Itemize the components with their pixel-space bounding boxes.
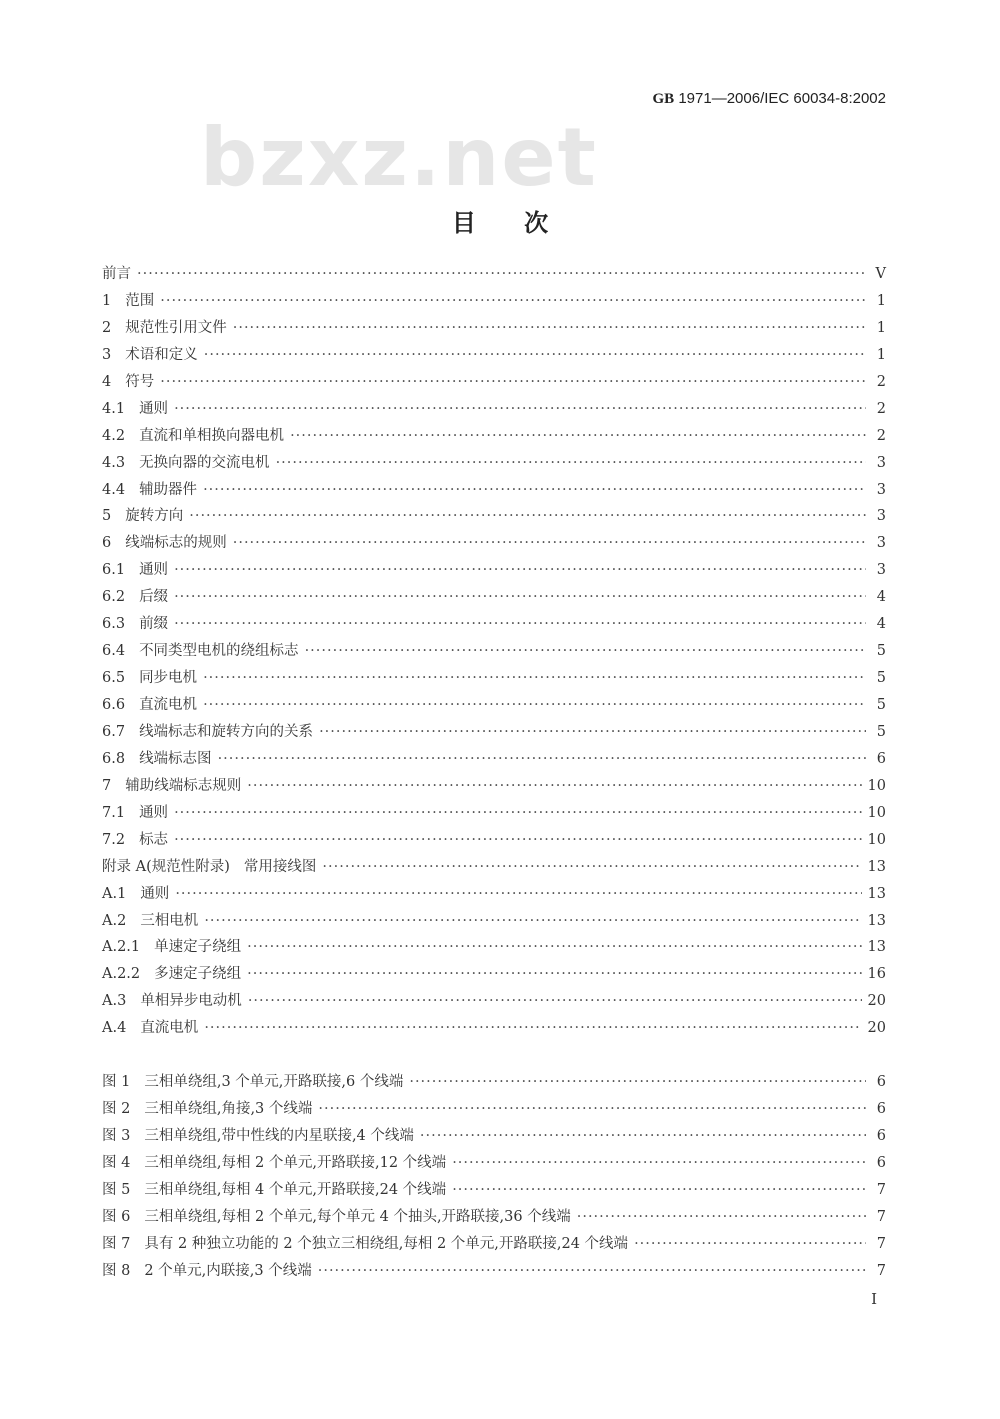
standard-prefix: GB — [652, 91, 675, 107]
entry-number: 1 — [102, 292, 112, 309]
entry-number: 图 7 — [102, 1235, 131, 1252]
entry-page: 16 — [867, 966, 886, 983]
entry-number: A.3 — [102, 993, 127, 1010]
figure-list — [102, 1070, 886, 1286]
toc-entry[interactable] — [102, 343, 886, 370]
entry-title: 多速定子绕组 — [154, 966, 242, 983]
entry-number: 4.4 — [102, 481, 126, 498]
figure-entry[interactable] — [102, 1178, 886, 1205]
standard-code: 1971—2006/IEC 60034-8:2002 — [678, 90, 886, 107]
page-title: 目 次 — [451, 209, 549, 237]
figure-entry[interactable] — [102, 1124, 886, 1151]
entry-number: 6.1 — [102, 562, 126, 579]
toc-entry[interactable] — [102, 585, 886, 612]
entry-title: 线端标志的规则 — [125, 535, 227, 552]
entry-number: 7.1 — [102, 804, 126, 821]
entry-title: 术语和定义 — [125, 346, 198, 363]
figure-entry[interactable] — [102, 1151, 886, 1178]
entry-number: 附录 A(规范性附录) — [102, 858, 230, 875]
entry-page: 1 — [876, 346, 886, 363]
entry-title: 通则 — [140, 885, 170, 902]
dot-leader — [218, 751, 866, 767]
entry-number: 6.8 — [102, 750, 126, 767]
entry-page: 10 — [867, 831, 886, 848]
entry-title: 辅助线端标志规则 — [125, 777, 242, 794]
entry-title: 具有 2 种独立功能的 2 个独立三相绕组,每相 2 个单元,开路联接,24 个线端 — [144, 1235, 629, 1252]
entry-page: 6 — [876, 750, 886, 767]
entry-title: 规范性引用文件 — [125, 319, 227, 336]
entry-title: 标志 — [139, 831, 169, 848]
entry-page: 3 — [876, 535, 886, 552]
dot-leader — [204, 347, 866, 363]
entry-title: 2 个单元,内联接,3 个线端 — [144, 1262, 312, 1279]
toc-entry[interactable] — [102, 989, 886, 1016]
dot-leader — [160, 293, 866, 309]
toc-entry[interactable] — [102, 962, 886, 989]
toc-entry[interactable] — [102, 262, 886, 289]
dot-leader — [305, 643, 866, 659]
dot-leader — [420, 1128, 866, 1144]
entry-number: 5 — [102, 508, 112, 525]
dot-leader — [248, 993, 862, 1009]
dot-leader — [174, 832, 861, 848]
entry-number: 6.7 — [102, 723, 126, 740]
toc-entry[interactable] — [102, 801, 886, 828]
toc-entry[interactable] — [102, 397, 886, 424]
dot-leader — [247, 966, 861, 982]
dot-leader — [203, 482, 866, 498]
toc-entry[interactable] — [102, 666, 886, 693]
figure-entry[interactable] — [102, 1097, 886, 1124]
entry-page: V — [875, 266, 886, 282]
entry-page: 6 — [876, 1127, 886, 1144]
toc-entry[interactable] — [102, 1016, 886, 1043]
toc-entry[interactable] — [102, 424, 886, 451]
entry-page: 3 — [876, 562, 886, 579]
entry-page: 5 — [876, 723, 886, 740]
entry-number: A.2 — [102, 912, 127, 929]
entry-page: 3 — [876, 508, 886, 525]
entry-title: 范围 — [125, 292, 155, 309]
figure-entry[interactable] — [102, 1259, 886, 1286]
toc-entry[interactable] — [102, 882, 886, 909]
entry-number: 6.3 — [102, 616, 126, 633]
dot-leader — [174, 616, 866, 632]
entry-number: 4.2 — [102, 427, 126, 444]
entry-title: 前言 — [102, 266, 131, 282]
entry-page: 20 — [867, 1020, 886, 1037]
entry-number: 图 5 — [102, 1181, 131, 1198]
dot-leader — [203, 697, 866, 713]
entry-title: 三相单绕组,角接,3 个线端 — [144, 1100, 313, 1117]
entry-title: 后缀 — [139, 589, 169, 606]
entry-number: 7 — [102, 777, 112, 794]
entry-page: 6 — [876, 1074, 886, 1090]
entry-title: 三相单绕组,每相 2 个单元,每个单元 4 个抽头,开路联接,36 个线端 — [144, 1208, 571, 1225]
entry-page: 10 — [867, 804, 886, 821]
figure-entry[interactable] — [102, 1232, 886, 1259]
dot-leader — [175, 886, 861, 902]
dot-leader — [174, 805, 861, 821]
toc-entry[interactable] — [102, 316, 886, 343]
entry-number: 2 — [102, 319, 112, 336]
entry-title: 三相单绕组,每相 2 个单元,开路联接,12 个线端 — [144, 1154, 447, 1171]
dot-leader — [174, 562, 866, 578]
entry-number: 6.4 — [102, 643, 126, 660]
entry-title: 通则 — [139, 562, 169, 579]
entry-page: 10 — [867, 777, 886, 794]
entry-page: 4 — [876, 616, 886, 633]
dot-leader — [319, 724, 866, 740]
entry-number: 7.2 — [102, 831, 126, 848]
entry-page: 5 — [876, 643, 886, 660]
entry-number: 6 — [102, 535, 112, 552]
dot-leader — [577, 1209, 866, 1225]
dot-leader — [452, 1182, 866, 1198]
entry-page: 5 — [876, 697, 886, 713]
dot-leader — [634, 1236, 866, 1252]
entry-title: 直流电机 — [140, 1020, 199, 1037]
watermark: bzxz.net — [200, 111, 598, 204]
entry-title: 辅助器件 — [139, 481, 198, 498]
dot-leader — [174, 401, 866, 417]
toc-entry[interactable] — [102, 774, 886, 801]
toc-entry[interactable] — [102, 531, 886, 558]
entry-number: 4.3 — [102, 454, 126, 471]
dot-leader — [204, 913, 861, 929]
entry-number: 图 6 — [102, 1208, 131, 1225]
toc-entry[interactable] — [102, 693, 886, 720]
dot-leader — [409, 1074, 866, 1090]
entry-page: 7 — [876, 1208, 886, 1225]
entry-page: 13 — [867, 885, 886, 902]
entry-number: A.1 — [102, 885, 127, 902]
dot-leader — [204, 1020, 861, 1036]
toc-entry[interactable] — [102, 935, 886, 962]
toc-entry[interactable] — [102, 828, 886, 855]
entry-page: 2 — [876, 427, 886, 444]
dot-leader — [290, 428, 866, 444]
entry-number: 4.1 — [102, 400, 126, 417]
entry-number: 图 8 — [102, 1262, 131, 1279]
entry-title: 符号 — [125, 373, 155, 390]
entry-title: 不同类型电机的绕组标志 — [139, 643, 299, 660]
entry-page: 3 — [876, 481, 886, 498]
entry-title: 常用接线图 — [243, 858, 317, 875]
toc-entry[interactable] — [102, 558, 886, 585]
dot-leader — [318, 1263, 866, 1279]
toc-entry[interactable] — [102, 747, 886, 774]
entry-title: 前缀 — [139, 616, 169, 633]
toc-entry[interactable] — [102, 855, 886, 882]
toc-entry[interactable] — [102, 639, 886, 666]
standard-header — [652, 90, 886, 108]
entry-title: 线端标志图 — [139, 750, 212, 767]
figure-entry[interactable] — [102, 1205, 886, 1232]
dot-leader — [276, 455, 866, 471]
entry-page: 3 — [876, 454, 886, 471]
entry-title: 无换向器的交流电机 — [139, 454, 270, 471]
toc-entry[interactable] — [102, 370, 886, 397]
entry-page: 13 — [867, 912, 886, 929]
entry-title: 单速定子绕组 — [154, 939, 242, 956]
dot-leader — [233, 535, 866, 551]
entry-page: 13 — [867, 939, 886, 956]
toc-entry[interactable] — [102, 504, 886, 531]
entry-page: 13 — [867, 858, 886, 875]
entry-number: A.2.1 — [102, 939, 141, 956]
entry-page: 7 — [876, 1181, 886, 1198]
entry-page: 20 — [867, 993, 886, 1010]
entry-number: 6.6 — [102, 697, 126, 713]
entry-number: A.4 — [102, 1020, 127, 1037]
toc-entry[interactable] — [102, 451, 886, 478]
toc-entry[interactable] — [102, 909, 886, 936]
entry-title: 三相电机 — [140, 912, 199, 929]
entry-title: 三相单绕组,每相 4 个单元,开路联接,24 个线端 — [144, 1181, 447, 1198]
entry-page: 2 — [876, 373, 886, 390]
entry-page: 2 — [876, 400, 886, 417]
entry-title: 直流电机 — [139, 697, 198, 713]
entry-title: 线端标志和旋转方向的关系 — [139, 723, 314, 740]
entry-number: 6.5 — [102, 670, 126, 687]
page-number: I — [871, 1290, 877, 1308]
toc-entry[interactable] — [102, 289, 886, 316]
entry-page: 6 — [876, 1154, 886, 1171]
entry-title: 通则 — [139, 804, 169, 821]
dot-leader — [318, 1101, 866, 1117]
entry-number: 图 4 — [102, 1154, 131, 1171]
toc-entry[interactable] — [102, 612, 886, 639]
entry-title: 三相单绕组,3 个单元,开路联接,6 个线端 — [144, 1074, 404, 1090]
entry-number: 4 — [102, 373, 112, 390]
entry-page: 7 — [876, 1262, 886, 1279]
dot-leader — [189, 508, 866, 524]
entry-title: 同步电机 — [139, 670, 198, 687]
dot-leader — [322, 859, 861, 875]
dot-leader — [160, 374, 866, 390]
entry-page: 5 — [876, 670, 886, 687]
entry-number: 图 3 — [102, 1127, 131, 1144]
dot-leader — [452, 1155, 866, 1171]
entry-page: 1 — [876, 319, 886, 336]
entry-page: 4 — [876, 589, 886, 606]
figure-entry[interactable] — [102, 1070, 886, 1097]
dot-leader — [247, 778, 861, 794]
dot-leader — [247, 939, 861, 955]
dot-leader — [174, 589, 866, 605]
toc-entry[interactable] — [102, 478, 886, 505]
toc-list — [102, 262, 886, 1043]
entry-number: 图 1 — [102, 1074, 131, 1090]
entry-page: 6 — [876, 1100, 886, 1117]
entry-number: 3 — [102, 346, 112, 363]
dot-leader — [233, 320, 866, 336]
entry-title: 旋转方向 — [125, 508, 184, 525]
dot-leader — [203, 670, 866, 686]
entry-number: A.2.2 — [102, 966, 141, 983]
entry-title: 通则 — [139, 400, 169, 417]
toc-entry[interactable] — [102, 720, 886, 747]
entry-page: 1 — [876, 292, 886, 309]
entry-number: 图 2 — [102, 1100, 131, 1117]
entry-number: 6.2 — [102, 589, 126, 606]
entry-title: 直流和单相换向器电机 — [139, 427, 285, 444]
dot-leader — [137, 266, 866, 282]
entry-page: 7 — [876, 1235, 886, 1252]
entry-title: 三相单绕组,带中性线的内星联接,4 个线端 — [144, 1127, 414, 1144]
entry-title: 单相异步电动机 — [140, 993, 242, 1010]
